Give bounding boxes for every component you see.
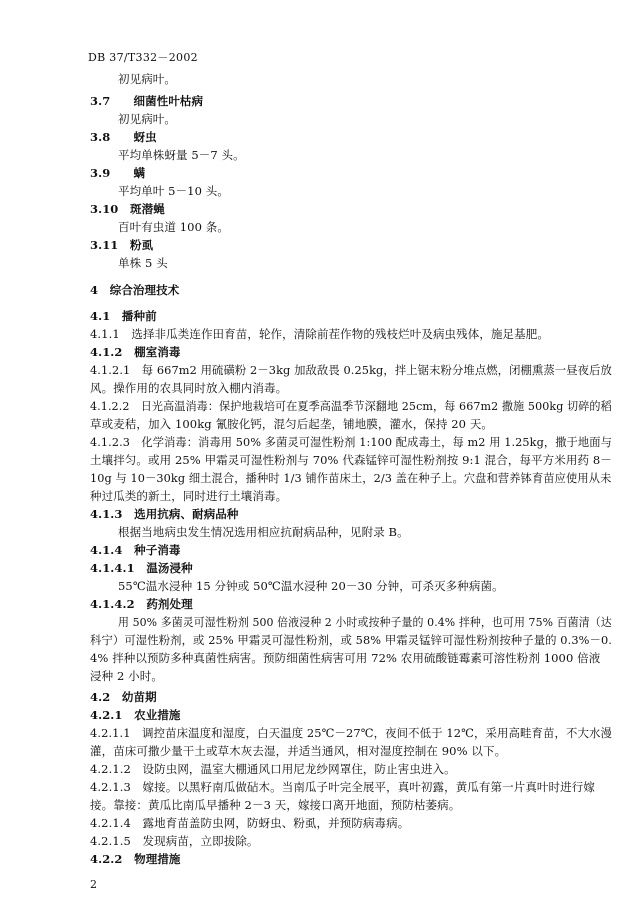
document-code: DB 37/T332－2002 (88, 51, 198, 64)
paragraph: 平均单株蚜量 5－7 头。 (118, 148, 245, 162)
section-heading (90, 93, 203, 109)
section-number: 4.2 (90, 690, 111, 704)
paragraph: 4.1.2.1 每 667m2 用硫磺粉 2－3kg 加敌敌畏 0.25kg，拌上锯末粉分堆点燃，闭棚熏蒸一昼夜后放 (90, 363, 612, 377)
section-heading (90, 689, 157, 705)
section-heading (90, 237, 153, 253)
section-heading: 4.1.3 选用抗病、耐病品种 (90, 507, 239, 521)
paragraph: 根据当地病虫发生情况选用相应抗耐病品种，见附录 B。 (118, 525, 409, 539)
section-number: 4.1.2 (90, 345, 123, 359)
section-heading (90, 851, 181, 867)
paragraph: 4% 拌种以预防多种真菌性病害。预防细菌性病害可用 72% 农用硫酸链霉素可溶性粉剂 1000 倍液 (90, 651, 601, 665)
section-number: 4 (90, 283, 99, 297)
chapter-heading (90, 282, 179, 298)
section-title: 粉虱 (130, 238, 154, 252)
section-title: 播种前 (121, 309, 157, 323)
paragraph: 单株 5 头 (118, 256, 168, 270)
paragraph: 接。靠接：黄瓜比南瓜早播种 2－3 天，嫁接口离开地面，预防枯萎病。 (90, 798, 461, 812)
section-heading (90, 129, 157, 145)
section-number: 3.7 (90, 94, 111, 108)
section-number: 3.10 (90, 202, 119, 216)
section-title: 物理措施 (134, 852, 181, 866)
paragraph: 土壤拌匀。或用 25% 甲霜灵可湿性粉剂与 70% 代森锰锌可湿性粉剂按 9:1 混合，每平方米用药 8－ (90, 453, 612, 467)
paragraph: 种过瓜类的新土，同时进行土壤消毒。 (90, 489, 288, 503)
paragraph: 4.2.1.5 发现病苗，立即拔除。 (90, 834, 259, 848)
section-title: 螨 (133, 166, 146, 180)
section-heading (90, 201, 165, 217)
section-number: 4.1 (90, 309, 111, 323)
section-title: 农业措施 (134, 708, 181, 722)
paragraph: 初见病叶。 (118, 112, 176, 126)
section-heading (90, 165, 145, 181)
paragraph: 风。操作用的农具同时放入棚内消毒。 (90, 381, 288, 395)
paragraph: 4.2.1.2 设防虫网，温室大棚通风口用尼龙纱网罩住，防止害虫进入。 (90, 762, 456, 776)
paragraph: 4.2.1.1 调控苗床温度和湿度，白天温度 25℃－27℃，夜间不低于 12℃，采用高畦育苗，不大水漫 (90, 726, 613, 740)
section-title: 综合治理技术 (109, 283, 180, 297)
paragraph: 4.1.1 选择非瓜类连作田育苗，轮作，清除前茬作物的残枝烂叶及病虫残体，施足基肥。 (90, 327, 549, 341)
section-title: 药剂处理 (146, 597, 193, 611)
section-number: 4.2.2 (90, 852, 123, 866)
section-number: 4.1.4.2 (90, 597, 135, 611)
section-title: 蚜虫 (133, 130, 157, 144)
paragraph: 浸种 2 小时。 (90, 669, 163, 683)
paragraph: 初见病叶。 (118, 72, 176, 86)
paragraph: 55℃温水浸种 15 分钟或 50℃温水浸种 20－30 分钟，可杀灭多种病菌。 (118, 579, 504, 593)
section-title: 棚室消毒 (134, 345, 181, 359)
paragraph: 百叶有虫道 100 条。 (118, 220, 229, 234)
section-heading (90, 344, 181, 360)
section-heading (90, 560, 193, 576)
paragraph: 灌，苗床可撒少量干土或草木灰去湿，并适当通风，相对湿度控制在 90% 以下。 (90, 744, 507, 758)
paragraph: 10g 与 10－30kg 细土混合，播种时 1/3 铺作苗床土，2/3 盖在种子上。穴盘和营养钵育苗应使用从未 (90, 471, 612, 485)
section-title: 斑潜蝇 (130, 202, 165, 216)
section-title: 幼苗期 (121, 690, 157, 704)
section-number: 3.9 (90, 166, 111, 180)
paragraph: 科宁）可湿性粉剂，或 25% 甲霜灵可湿性粉剂，或 58% 甲霜灵锰锌可湿性粉剂按种子量的 0.3%－0. (90, 633, 613, 647)
section-number: 4.2.1 (90, 708, 123, 722)
section-title: 细菌性叶枯病 (133, 94, 204, 108)
paragraph: 4.2.1.3 嫁接。以黑籽南瓜做砧木。当南瓜子叶完全展平，真叶初露，黄瓜有第一片真叶时进行嫁 (90, 780, 595, 794)
section-number: 4.1.4.1 (90, 561, 135, 575)
paragraph: 4.2.1.4 露地育苗盖防虫网，防蚜虫、粉虱，并预防病毒病。 (90, 816, 410, 830)
paragraph: 4.1.2.3 化学消毒：消毒用 50% 多菌灵可湿性粉剂 1:100 配成毒土，每 m2 用 1.25kg，撒于地面与 (90, 435, 612, 449)
section-title: 种子消毒 (134, 543, 181, 557)
section-heading (90, 308, 157, 324)
paragraph: 用 50% 多菌灵可湿性粉剂 500 倍液浸种 2 小时或按种子量的 0.4% 拌种，也可用 75% 百菌清（达 (118, 615, 612, 629)
paragraph: 4.1.2.2 日光高温消毒：保护地栽培可在夏季高温季节深翻地 25cm，每 667m2 撒施 500kg 切碎的稻 (90, 399, 612, 413)
paragraph: 草或麦秸，加入 100kg 氰胺化钙，混匀后起垄，铺地膜，灌水，保持 20 天。 (90, 417, 494, 431)
section-number: 3.11 (90, 238, 119, 252)
section-title: 温汤浸种 (146, 561, 193, 575)
section-number: 4.1.4 (90, 543, 123, 557)
paragraph: 平均单叶 5－10 头。 (118, 184, 229, 198)
page-number: 2 (90, 878, 98, 891)
section-heading (90, 596, 193, 612)
section-number: 3.8 (90, 130, 111, 144)
section-heading (90, 542, 181, 558)
section-heading (90, 707, 181, 723)
